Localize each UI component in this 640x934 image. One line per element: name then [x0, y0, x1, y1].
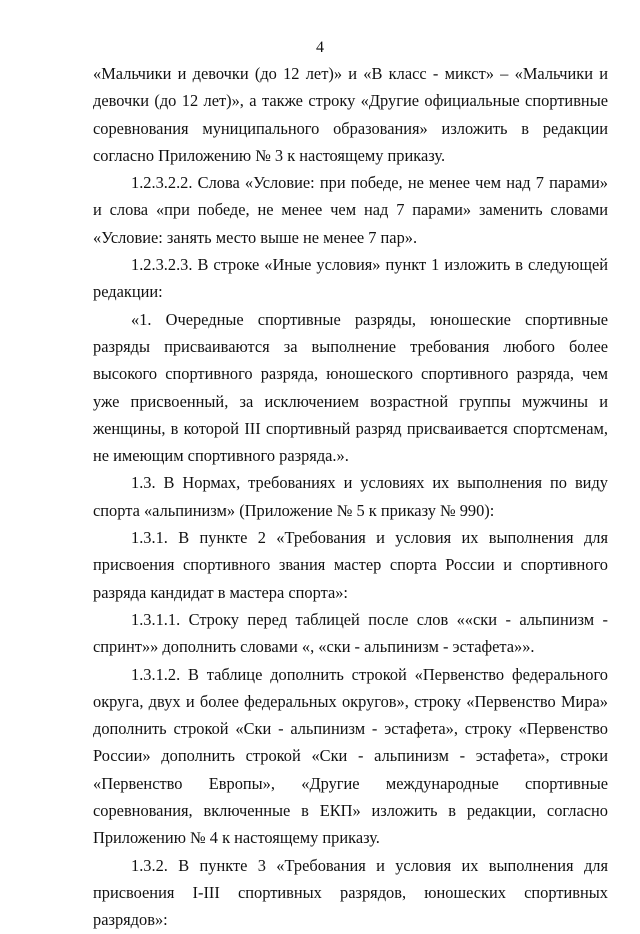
paragraph-quoted-condition: «1. Очередные спортивные разряды, юношеские спортивные разряды присваиваются за выполнение требования любого более высокого спортивного разряда, юношеского спортивного разряда, чем уже присвоенный, за исключением возрастной группы мужчины и женщины, в которой III спортивный разряд присваивается спортсменам, не имеющим спортивного разряда.».	[93, 309, 608, 466]
paragraph-1-3-2: 1.3.2. В пункте 3 «Требования и условия их выполнения для присвоения I-III спортивных разрядов, юношеских спортивных разрядов»:	[93, 855, 608, 930]
paragraph-1-3-1-1: 1.3.1.1. Строку перед таблицей после слов ««ски - альпинизм - спринт»» дополнить словами «, «ски - альпинизм - эстафета»».	[93, 609, 608, 657]
paragraph-1-2-3-2-2: 1.2.3.2.2. Слова «Условие: при победе, не менее чем над 7 парами» и слова «при победе, не менее чем над 7 парами» заменить словами «Условие: занять место выше не менее 7 пар».	[93, 173, 608, 247]
paragraph-1-3: 1.3. В Нормах, требованиях и условиях их выполнения по виду спорта «альпинизм» (Приложение № 5 к приказу № 990):	[93, 473, 608, 520]
page-number: 4	[316, 39, 324, 56]
paragraph-1-3-1: 1.3.1. В пункте 2 «Требования и условия их выполнения для присвоения спортивного звания мастер спорта России и спортивного разряда кандидат в мастера спорта»:	[93, 528, 608, 602]
paragraph-continuation: «Мальчики и девочки (до 12 лет)» и «В класс - микст» – «Мальчики и девочки (до 12 лет)», а также строку «Другие официальные спортивные соревнования муниципального образования» изложить в редакции согласно Приложению № 3 к настоящему приказу.	[93, 64, 608, 165]
document-body	[93, 60, 608, 934]
paragraph-1-3-1-2: 1.3.1.2. В таблице дополнить строкой «Первенство федерального округа, двух и более федеральных округов», строку «Первенство Мира» дополнить строкой «Ски - альпинизм - эстафета», строку «Первенство России» дополнить строкой «Ски - альпинизм - эстафета», строки «Первенство Европы», «Другие международные спортивные соревнования, включенные в ЕКП» изложить в редакции, согласно Приложению № 4 к настоящему приказу.	[93, 664, 608, 848]
paragraph-1-2-3-2-3: 1.2.3.2.3. В строке «Иные условия» пункт 1 изложить в следующей редакции:	[93, 255, 608, 302]
